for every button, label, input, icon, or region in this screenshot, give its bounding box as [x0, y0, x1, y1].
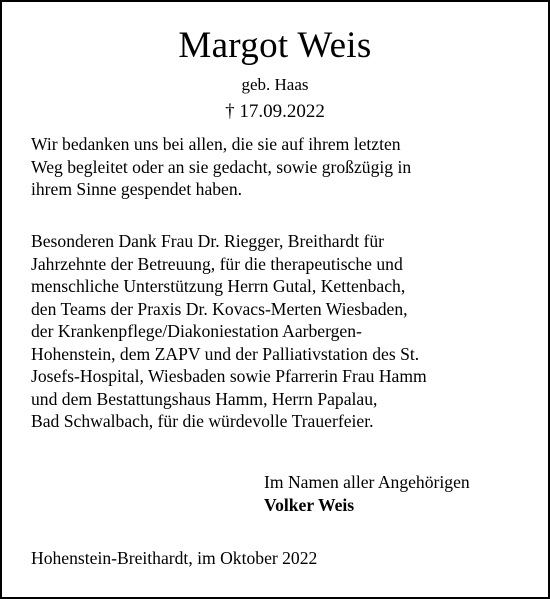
- text-line: ihrem Sinne gespendet haben.: [31, 179, 243, 199]
- text-line: Hohenstein, dem ZAPV und der Palliativstation des St.: [31, 343, 420, 364]
- death-date: † 17.09.2022: [225, 101, 325, 122]
- signature-intro: Im Namen aller Angehörigen: [264, 472, 470, 492]
- text-line: menschliche Unterstützung Herrn Gutal, Kettenbach,: [31, 276, 406, 296]
- text-line: Bad Schwalbach, für die würdevolle Trauerfeier.: [31, 411, 374, 431]
- text-line: und dem Bestattungshaus Hamm, Herrn Papalau,: [31, 388, 378, 409]
- text-line: Besonderen Dank Frau Dr. Riegger, Breithardt für: [31, 231, 385, 251]
- signer-name: Volker Weis: [264, 495, 355, 515]
- birth-name: geb. Haas: [241, 75, 309, 94]
- thanks-paragraph: [31, 133, 411, 201]
- text-line: den Teams der Praxis Dr. Kovacs-Merten Wiesbaden,: [31, 298, 408, 319]
- text-line: Josefs-Hospital, Wiesbaden sowie Pfarrerin Frau Hamm: [31, 366, 427, 386]
- deceased-name: Margot Weis: [178, 25, 372, 66]
- signature-block: [264, 471, 470, 517]
- special-thanks-paragraph: [31, 230, 427, 433]
- place-and-date: Hohenstein-Breithardt, im Oktober 2022: [31, 548, 318, 568]
- text-line: Weg begleitet oder an sie gedacht, sowie großzügig in: [31, 156, 412, 177]
- text-line: der Krankenpflege/Diakoniestation Aarbergen-: [31, 321, 362, 341]
- text-line: Wir bedanken uns bei allen, die sie auf ihrem letzten: [31, 134, 401, 154]
- text-line: Jahrzehnte der Betreuung, für die therapeutische und: [31, 253, 403, 274]
